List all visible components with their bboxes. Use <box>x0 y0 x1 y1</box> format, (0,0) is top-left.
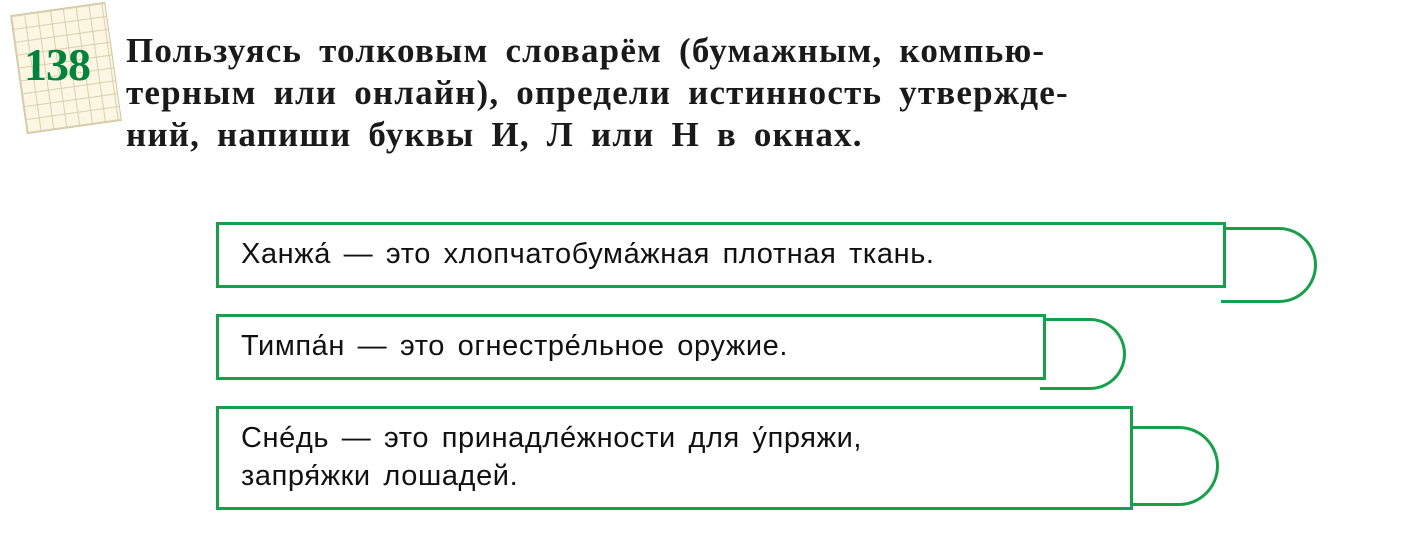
answer-bubble-2[interactable] <box>1040 318 1126 390</box>
statements-list <box>216 222 1226 536</box>
statement-text-2: Тимпа́н — это огнестре́льное оружие. <box>241 330 789 362</box>
instruction-line-2: терным или онлайн), определи истинность утвержде- <box>126 73 1069 112</box>
exercise-number <box>18 8 126 140</box>
instruction-line-1: Пользуясь толковым словарём (бумажным, компью- <box>126 31 1046 70</box>
statement-row <box>216 222 1226 288</box>
statement-box-2 <box>216 314 1046 380</box>
statement-box-3 <box>216 406 1133 510</box>
statement-row <box>216 314 1226 380</box>
statement-text-3-line-2: запря́жки лошадей. <box>241 460 519 492</box>
answer-bubble-1[interactable] <box>1221 227 1317 303</box>
instruction-text <box>126 30 1396 156</box>
statement-text-1: Ханжа́ — это хлопчатобума́жная плотная ткань. <box>241 238 935 270</box>
statement-text-3-line-1: Снéдь — это принадлéжности для у́пряжи, <box>241 422 863 454</box>
instruction-line-3: ний, напиши буквы И, Л или Н в окнах. <box>126 115 863 154</box>
answer-bubble-3[interactable] <box>1127 426 1219 506</box>
statement-box-1 <box>216 222 1226 288</box>
statement-row <box>216 406 1226 510</box>
exercise-number-label: 138 <box>24 39 90 90</box>
